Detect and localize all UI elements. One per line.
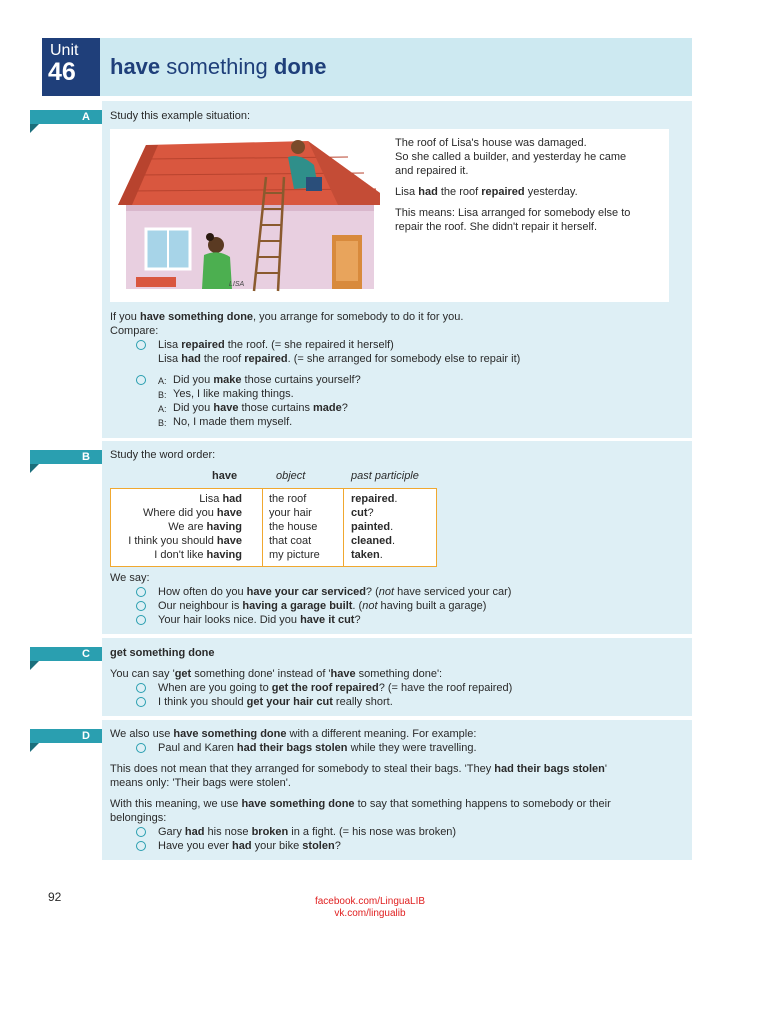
section-d-line: We also use have something done with a different meaning. For example:	[110, 728, 477, 740]
example-situation-box	[110, 129, 669, 302]
table-cell: painted.	[351, 521, 394, 533]
section-b-intro: Study the word order:	[110, 449, 216, 461]
table-row: Lisa had	[199, 493, 242, 505]
example-sentence: I think you should get your hair cut really short.	[158, 696, 393, 708]
image-caption: LISA	[229, 281, 245, 288]
bullet-circle-icon	[136, 587, 146, 597]
table-cell: the roof	[269, 493, 307, 505]
speaker-label: B:	[158, 390, 167, 400]
footer-link-facebook[interactable]: facebook.com/LinguaLIB	[314, 896, 426, 907]
table-cell: that coat	[269, 535, 312, 547]
bullet-circle-icon	[136, 340, 146, 350]
unit-number: 46	[48, 58, 76, 86]
tab-fold	[30, 464, 39, 473]
unit-label: Unit	[50, 42, 79, 59]
bullet-circle-icon	[136, 827, 146, 837]
tab-fold	[30, 661, 39, 670]
table-divider	[262, 489, 263, 566]
table-divider	[343, 489, 344, 566]
speaker-label: A:	[158, 376, 167, 386]
dialog-line: Did you have those curtains made?	[173, 402, 348, 414]
title-bar	[100, 38, 692, 96]
compare-example: Lisa had the roof repaired. (= she arranged for somebody else to repair it)	[158, 353, 521, 365]
roof-repair-illustration	[118, 135, 382, 297]
tab-fold	[30, 743, 39, 752]
section-d-tab: D	[30, 729, 102, 743]
compare-example: Lisa repaired the roof. (= she repaired it herself)	[158, 339, 394, 351]
story-line: repair the roof. She didn't repair it herself.	[395, 221, 598, 233]
section-d-panel	[102, 720, 692, 860]
column-head-past-participle: past participle	[351, 470, 419, 482]
bullet-circle-icon	[136, 683, 146, 693]
bullet-circle-icon	[136, 601, 146, 611]
example-sentence: When are you going to get the roof repaired? (= have the roof repaired)	[158, 682, 513, 694]
section-b-tab: B	[30, 450, 102, 464]
table-cell: cut?	[351, 507, 374, 519]
bullet-circle-icon	[136, 375, 146, 385]
story-line: So she called a builder, and yesterday he came	[395, 151, 627, 163]
example-sentence: Have you ever had your bike stolen?	[158, 840, 341, 852]
page-number: 92	[48, 890, 62, 904]
subject-have-column	[111, 492, 242, 562]
unit-badge	[42, 38, 100, 96]
story-line: and repaired it.	[395, 165, 469, 177]
section-d-paragraph: belongings:	[110, 812, 167, 824]
dialog-line: No, I made them myself.	[173, 416, 293, 428]
section-a-intro: Study this example situation:	[110, 110, 251, 122]
page-title: have something done	[110, 54, 327, 79]
table-cell: your hair	[269, 507, 312, 519]
section-c-line: You can say 'get something done' instead of 'have something done':	[110, 668, 443, 680]
table-row: I don't like having	[154, 549, 242, 561]
table-row: I think you should have	[128, 535, 242, 547]
dialog-line: Did you make those curtains yourself?	[173, 374, 361, 386]
section-a-tab: A	[30, 110, 102, 124]
section-d-paragraph: This does not mean that they arranged for somebody to steal their bags. 'They had their bags stolen'	[110, 763, 608, 775]
column-head-object: object	[276, 470, 306, 482]
example-sentence: How often do you have your car serviced? (not have serviced your car)	[158, 586, 512, 598]
explanation-line: If you have something done, you arrange for somebody to do it for you.	[110, 311, 464, 323]
example-sentence: Our neighbour is having a garage built. (not having built a garage)	[158, 600, 487, 612]
story-example-sentence: Lisa had the roof repaired yesterday.	[395, 186, 578, 198]
word-order-table	[110, 488, 437, 567]
section-c-tab: C	[30, 647, 102, 661]
table-cell: taken.	[351, 549, 383, 561]
story-line: The roof of Lisa's house was damaged.	[395, 137, 587, 149]
table-cell: cleaned.	[351, 535, 396, 547]
footer-link-vk[interactable]: vk.com/lingualib	[334, 908, 406, 919]
table-cell: the house	[269, 521, 318, 533]
bullet-circle-icon	[136, 743, 146, 753]
table-cell: my picture	[269, 549, 320, 561]
compare-label: Compare:	[110, 325, 159, 337]
section-d-paragraph: means only: 'Their bags were stolen'.	[110, 777, 291, 789]
speaker-label: A:	[158, 404, 167, 414]
bullet-circle-icon	[136, 697, 146, 707]
column-head-have: have	[212, 470, 238, 482]
past-participle-column	[351, 492, 397, 562]
example-sentence: Paul and Karen had their bags stolen while they were travelling.	[158, 742, 477, 754]
section-c-heading: get something done	[110, 647, 215, 659]
story-line: This means: Lisa arranged for somebody else to	[395, 207, 631, 219]
dialog-line: Yes, I like making things.	[173, 388, 294, 400]
object-column	[269, 492, 320, 562]
section-d-paragraph: With this meaning, we use have something done to say that something happens to somebody or their	[110, 798, 611, 810]
speaker-label: B:	[158, 418, 167, 428]
table-row: We are having	[168, 521, 242, 533]
we-say-label: We say:	[110, 572, 150, 584]
example-sentence: Your hair looks nice. Did you have it cut?	[158, 614, 361, 626]
bullet-circle-icon	[136, 615, 146, 625]
table-cell: repaired.	[351, 493, 398, 505]
table-row: Where did you have	[142, 507, 242, 519]
tab-fold	[30, 124, 39, 133]
example-sentence: Gary had his nose broken in a fight. (= his nose was broken)	[158, 826, 457, 838]
bullet-circle-icon	[136, 841, 146, 851]
